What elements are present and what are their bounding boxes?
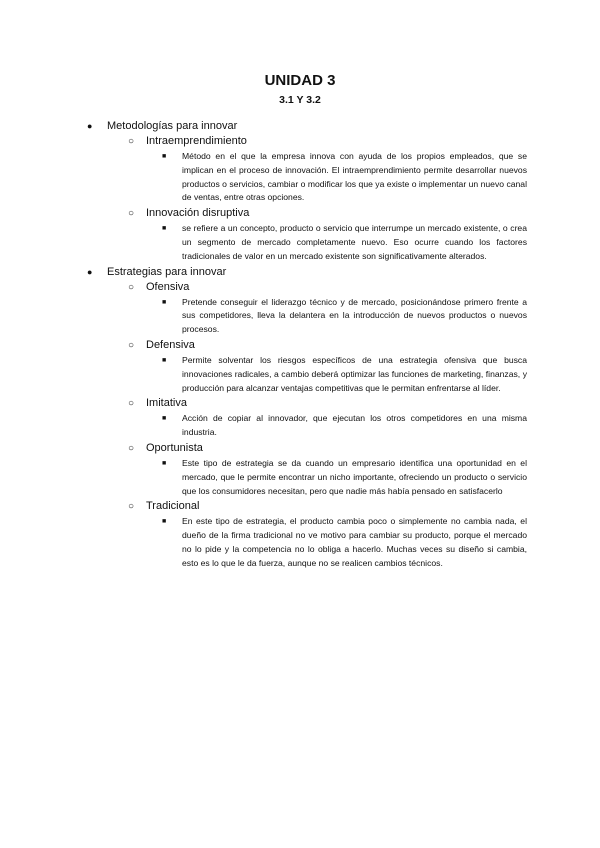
detail-list (0, 222, 600, 263)
hollow-circle-bullet-icon: ○ (128, 281, 135, 293)
detail-item (0, 457, 600, 498)
detail-list (0, 457, 600, 498)
square-bullet-icon: ■ (162, 459, 167, 467)
detail-text: Pretende conseguir el liderazgo técnico y de mercado, posicionándose primero frente a sus competidores, lleva la delantera en la introducción de nuevos productos o nuevos procesos. (182, 296, 527, 335)
page-subtitle: 3.1 Y 3.2 (279, 94, 321, 106)
section-item (0, 265, 600, 280)
subsection-list (0, 134, 600, 264)
detail-item (0, 222, 600, 263)
square-bullet-icon: ■ (162, 415, 167, 423)
square-bullet-icon: ■ (162, 518, 167, 526)
detail-list (0, 515, 600, 570)
hollow-circle-bullet-icon: ○ (128, 501, 135, 513)
subsection-heading: Ofensiva (146, 280, 190, 293)
section-heading: Metodologías para innovar (107, 120, 238, 132)
square-bullet-icon: ■ (162, 356, 167, 364)
detail-item (0, 354, 600, 395)
subsection-item (0, 441, 600, 456)
detail-text: En este tipo de estrategia, el producto cambia poco o simplemente no cambia nada, el dueño de la firma tradicional no ve motivo para cambiar su producto, porque el mercado no lo pide y la competencia no lo obliga a hacerlo. Muchas veces su diseño si cambia, esto es lo que le da fuerza, aunque no se realicen cambios técnicos. (182, 516, 527, 568)
hollow-circle-bullet-icon: ○ (128, 339, 135, 351)
subsection-item (0, 134, 600, 149)
hollow-circle-bullet-icon: ○ (128, 136, 135, 147)
subsection-heading: Tradicional (146, 500, 200, 513)
filled-circle-bullet-icon: ● (87, 121, 93, 131)
detail-text: Método en el que la empresa innova con ayuda de los propios empleados, que se implican en el proceso de innovación. El intraemprendimiento permite desarrollar nuevos productos o servicios, cambiar o modificar los que ya existe o implementar un nuevo canal de ventas, entre otras opciones. (182, 151, 527, 203)
detail-text: se refiere a un concepto, producto o servicio que interrumpe un mercado existente, o crea un segmento de mercado completamente nuevo. Eso ocurre cuando los factores tradicionales de valor en un mercado existente son significativamente alterados. (182, 223, 527, 261)
page-title: UNIDAD 3 (264, 72, 336, 89)
subsection-heading: Imitativa (146, 397, 187, 410)
detail-list (0, 296, 600, 337)
detail-text: Acción de copiar al innovador, que ejecutan los otros competidores en una misma industria. (182, 413, 527, 438)
hollow-circle-bullet-icon: ○ (128, 442, 135, 454)
outline-list (0, 119, 600, 572)
subsection-item (0, 338, 600, 353)
section-item (0, 119, 600, 134)
square-bullet-icon: ■ (162, 298, 167, 306)
detail-list (0, 354, 600, 395)
subsection-heading: Innovación disruptiva (146, 207, 250, 220)
detail-item (0, 150, 600, 205)
subsection-item (0, 499, 600, 514)
subsection-item (0, 206, 600, 221)
square-bullet-icon: ■ (162, 153, 167, 160)
hollow-circle-bullet-icon: ○ (128, 208, 135, 220)
detail-text: Este tipo de estrategia se da cuando un empresario identifica una oportunidad en el mercado, que le permite encontrar un nicho importante, ofreciendo un producto o servicio que los consumidores necesitan, pero que nadie más había pensado en satisfacerlo (182, 457, 527, 496)
subsection-heading: Intraemprendimiento (146, 135, 247, 147)
detail-item (0, 296, 600, 337)
hollow-circle-bullet-icon: ○ (128, 398, 135, 410)
detail-list (0, 412, 600, 440)
detail-item (0, 412, 600, 440)
subsection-heading: Defensiva (146, 338, 195, 351)
subsection-item (0, 396, 600, 411)
subsection-heading: Oportunista (146, 441, 203, 454)
subsection-item (0, 280, 600, 295)
square-bullet-icon: ■ (162, 225, 167, 233)
filled-circle-bullet-icon: ● (87, 266, 93, 277)
detail-item (0, 515, 600, 570)
detail-list (0, 150, 600, 205)
section-heading: Estrategias para innovar (107, 265, 227, 278)
subsection-list (0, 280, 600, 571)
detail-text: Permite solventar los riesgos específicos de una estrategia ofensiva que busca innovaciones radicales, a cambio deberá optimizar las funciones de marketing, finanzas, y producción para alcanzar ventajas competitivas que le permitan enfrentarse al líder. (182, 354, 527, 393)
